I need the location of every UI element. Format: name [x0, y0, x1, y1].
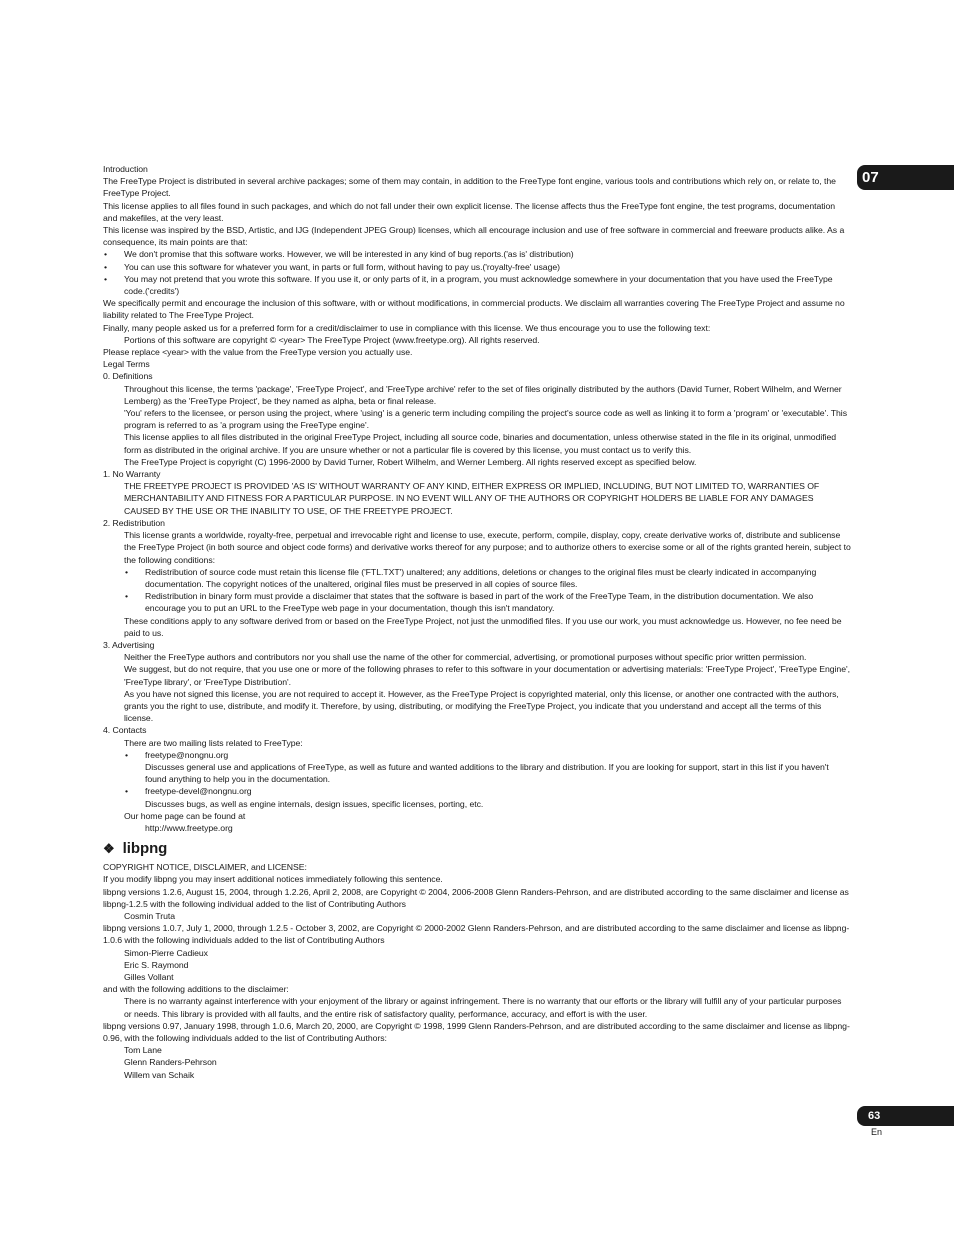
mailing-list-email: • freetype@nongnu.org: [103, 749, 851, 761]
paragraph: 'You' refers to the licensee, or person using the project, where 'using' is a generic term including compiling the project's source code as well as linking it to form a 'program' or 'executable'. This program is referred to as 'a program using the FreeType engine'.: [124, 408, 847, 431]
author-name: Gilles Vollant: [124, 972, 174, 982]
page-number: 63: [868, 1110, 881, 1122]
author-name: Glenn Randers-Pehrson: [124, 1057, 217, 1068]
license-text: [103, 163, 851, 1081]
language-label: En: [871, 1127, 883, 1137]
paragraph: There are two mailing lists related to FreeType:: [124, 737, 303, 748]
diamond-bullet-icon: ❖: [103, 841, 115, 857]
author-name: Eric S. Raymond: [124, 959, 189, 970]
paragraph: There is no warranty against interference with your enjoyment of the library or against infringement. There is no warranty that our efforts or the library will fulfill any of your particular purposes or needs. This library is provided with all faults, and the entire risk of satisfactory quality, performance, accuracy, and effort is with the user.: [124, 996, 842, 1019]
author-name: Willem van Schaik: [124, 1069, 195, 1080]
paragraph: Throughout this license, the terms 'package', 'FreeType Project', and 'FreeType archive' refer to the set of files originally distributed by the authors (David Turner, Robert Wilhelm, and Werner Lemberg) as the 'FreeType Project', be they named as alpha, beta or final release.: [124, 383, 842, 406]
section-title: 2. Redistribution: [103, 517, 165, 528]
paragraph: The FreeType Project is distributed in several archive packages; some of them may contain, in addition to the FreeType font engine, various tools and contributions which rely on, or relate to, the FreeType Project.: [103, 176, 836, 199]
bullet-item: • You may not pretend that you wrote this software. If you use it, or only parts of it, in a program, you must acknowledge somewhere in your documentation that you have used the FreeType code.('credits'): [103, 273, 851, 297]
intro-title: Introduction: [103, 164, 148, 174]
bullet-item: • Redistribution in binary form must provide a disclaimer that states that the software is based in part of the work of the FreeType Team, in the distribution documentation. We also encourage you to put an URL to the FreeType web page in your documentation, though this isn't mandatory.: [103, 590, 851, 614]
bullet-item: • You can use this software for whatever you want, in parts or full form, without having to pay us.('royalty-free' usage): [103, 261, 851, 273]
paragraph: As you have not signed this license, you are not required to accept it. However, as the FreeType Project is copyrighted material, only this license, or another one contracted with the authors, grants you the right to use, distribute, and modify it. Therefore, by using, distributing, or modifying the FreeType Project, you indicate that you understand and accept all the terms of this license.: [124, 688, 839, 724]
mailing-list-email: • freetype-devel@nongnu.org: [103, 785, 851, 797]
paragraph: and with the following additions to the disclaimer:: [103, 984, 289, 995]
paragraph: This license grants a worldwide, royalty-free, perpetual and irrevocable right and license to use, execute, perform, compile, display, copy, create derivative works of, distribute and sublicense the FreeType Project (in both source and object code forms) and derivative works thereof for any purpose; and to authorize others to exercise some or all of the rights granted herein, subject to the following conditions:: [124, 530, 851, 565]
bullet-item: • We don't promise that this software works. However, we will be interested in any kind of bug reports.('as is' distribution): [103, 248, 851, 260]
libpng-heading: [103, 840, 851, 858]
paragraph: THE FREETYPE PROJECT IS PROVIDED 'AS IS' WITHOUT WARRANTY OF ANY KIND, EITHER EXPRESS OR IMPLIED, INCLUDING, BUT NOT LIMITED TO, WARRANTIES OF MERCHANTABILITY AND FITNESS FOR A PARTICULAR PURPOSE. IN NO EVENT WILL ANY OF THE AUTHORS OR COPYRIGHT HOLDERS BE LIABLE FOR ANY DAMAGES CAUSED BY THE USE OR THE INABILITY TO USE, OF THE FREETYPE PROJECT.: [124, 481, 820, 516]
heading-text: libpng: [122, 840, 168, 858]
paragraph: libpng versions 1.2.6, August 15, 2004, through 1.2.26, April 2, 2008, are Copyright © 2004, 2006-2008 Glenn Randers-Pehrson, and are distributed according to the same disclaimer and license as libpng-1.2.5 with the following individual added to the list of Contributing Authors: [103, 886, 849, 909]
paragraph: Our home page can be found at: [124, 810, 246, 821]
paragraph: Finally, many people asked us for a preferred form for a credit/disclaimer to use in compliance with this license. We thus encourage you to use the following text:: [103, 322, 711, 333]
mailing-list-desc: Discusses bugs, as well as engine internals, design issues, specific licenses, porting, etc.: [145, 798, 484, 809]
paragraph: This license applies to all files distributed in the original FreeType Project, including all source code, binaries and documentation, unless otherwise stated in the file in its original, unmodified form as distributed in the original archive. If you are unsure whether or not a particular file is covered by this license, you must contact us to verify this.: [124, 432, 837, 455]
chapter-number: 07: [862, 169, 879, 186]
paragraph: This license was inspired by the BSD, Artistic, and IJG (Independent JPEG Group) licenses, which all encourage inclusion and use of free software in commercial and freeware products alike. As a consequence, its main points are that:: [103, 225, 845, 248]
chapter-tab: [857, 165, 954, 190]
paragraph: If you modify libpng you may insert additional notices immediately following this sentence.: [103, 874, 443, 885]
section-title: 1. No Warranty: [103, 469, 161, 480]
page-number-tab: [857, 1106, 954, 1126]
paragraph: We specifically permit and encourage the inclusion of this software, with or without modifications, in commercial products. We disclaim all warranties covering The FreeType Project and assume no liability related to The FreeType Project.: [103, 298, 845, 321]
section-title: 3. Advertising: [103, 639, 155, 650]
credit-text: Portions of this software are copyright © <year> The FreeType Project (www.freetype.org). All rights reserved.: [124, 334, 540, 345]
bullet-item: • Redistribution of source code must retain this license file ('FTL.TXT') unaltered; any additions, deletions or changes to the original files must be clearly indicated in accompanying documentation. The copyright notices of the unaltered, original files must be preserved in all copies of source files.: [103, 566, 851, 590]
paragraph: This license applies to all files found in such packages, and which do not fall under their own explicit license. The license affects thus the FreeType font engine, the test programs, documentation and makefiles, at the very least.: [103, 200, 836, 223]
homepage-url: http://www.freetype.org: [145, 822, 233, 833]
paragraph: COPYRIGHT NOTICE, DISCLAIMER, and LICENSE:: [103, 862, 307, 873]
author-name: Tom Lane: [124, 1045, 162, 1056]
mailing-list-desc: Discusses general use and applications of FreeType, as well as future and wanted additions to the library and distribution. If you are looking for support, start in this list if you haven't found anything to help you in the documentation.: [145, 761, 829, 785]
paragraph: Neither the FreeType authors and contributors nor you shall use the name of the other for commercial, advertising, or promotional purposes without specific prior written permission.: [124, 652, 807, 663]
paragraph: libpng versions 1.0.7, July 1, 2000, through 1.2.5 - October 3, 2002, are Copyright © 2000-2002 Glenn Randers-Pehrson, and are distributed according to the same disclaimer and license as libpng-1.0.6 with the following individuals added to the list of Contributing Authors: [103, 923, 850, 946]
paragraph: These conditions apply to any software derived from or based on the FreeType Project, not just the unmodified files. If you use our work, you must acknowledge us. However, no fee need be paid to us.: [124, 615, 842, 638]
section-title: 4. Contacts: [103, 725, 147, 736]
author-name: Simon-Pierre Cadieux: [124, 947, 208, 958]
section-title: 0. Definitions: [103, 371, 153, 382]
paragraph: The FreeType Project is copyright (C) 1996-2000 by David Turner, Robert Wilhelm, and Werner Lemberg. All rights reserved except as specified below.: [124, 456, 697, 467]
paragraph: libpng versions 0.97, January 1998, through 1.0.6, March 20, 2000, are Copyright © 1998, 1999 Glenn Randers-Pehrson, and are distributed according to the same disclaimer and license as libpng-0.96, with the following individuals added to the list of Contributing Authors:: [103, 1020, 850, 1044]
paragraph: We suggest, but do not require, that you use one or more of the following phrases to refer to this software in your documentation or advertising materials: 'FreeType Project', 'FreeType Engine', 'FreeType library', or 'FreeType Distribution'.: [124, 664, 850, 687]
author-name: Cosmin Truta: [124, 910, 176, 921]
section-title: Legal Terms: [103, 359, 150, 370]
paragraph: Please replace <year> with the value from the FreeType version you actually use.: [103, 347, 413, 358]
